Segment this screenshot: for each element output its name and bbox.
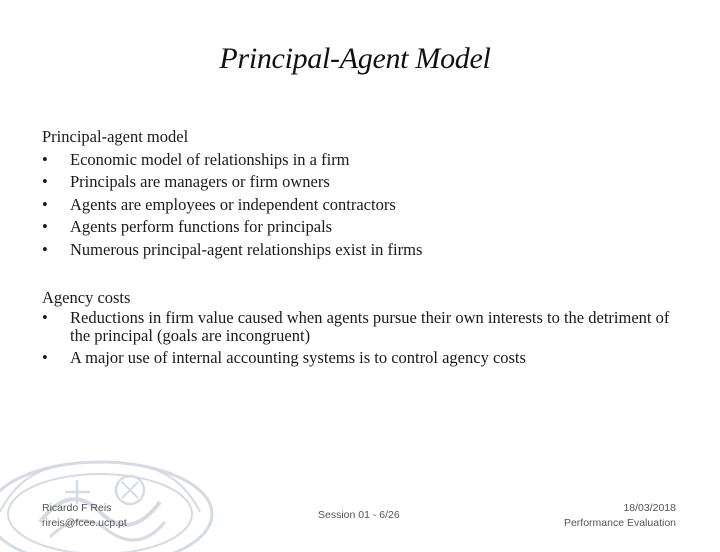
list-item-text: Numerous principal-agent relationships exist in firms (70, 239, 423, 259)
section-heading: Agency costs (42, 288, 131, 307)
footer-author-block (42, 501, 127, 531)
footer-course: Performance Evaluation (563, 517, 676, 529)
bullet-list (42, 149, 682, 262)
list-item (42, 239, 682, 262)
bullet-icon: • (42, 172, 48, 191)
list-item (42, 171, 682, 194)
footer-author: Ricardo F Reis (42, 502, 112, 514)
footer-date: 18/03/2018 (623, 502, 676, 514)
bullet-icon: • (42, 217, 48, 236)
bullet-list (42, 309, 682, 367)
footer-session: Session 01 - 6/26 (318, 509, 400, 521)
list-item-text: Agents perform functions for principals (70, 217, 333, 236)
list-item (42, 216, 682, 239)
list-item-text: A major use of internal accounting systems is to control agency costs (70, 348, 526, 367)
list-item-text: Reductions in firm value caused when agents pursue their own interests to the detriment of the principal (goals are incongruent) (70, 308, 670, 345)
list-item-text: Principals are managers or firm owners (70, 172, 330, 191)
list-item-text: Agents are employees or independent contractors (70, 194, 396, 214)
section-agency-costs (42, 287, 682, 372)
bullet-icon: • (42, 194, 48, 214)
list-item (42, 149, 682, 172)
footer-session-block (318, 508, 400, 523)
footer-date-block (564, 501, 676, 531)
section-heading: Principal-agent model (42, 127, 189, 146)
list-item (42, 349, 682, 367)
section-principal-agent-model (42, 126, 682, 261)
list-item (42, 309, 682, 344)
bullet-icon: • (42, 308, 48, 327)
list-item (42, 194, 682, 217)
bullet-icon: • (42, 149, 48, 169)
footer-email: rireis@fcee.ucp.pt (42, 517, 127, 529)
bullet-icon: • (42, 239, 48, 259)
list-item-text: Economic model of relationships in a firm (70, 149, 350, 169)
bullet-icon: • (42, 348, 48, 367)
slide-title: Principal-Agent Model (219, 42, 491, 75)
